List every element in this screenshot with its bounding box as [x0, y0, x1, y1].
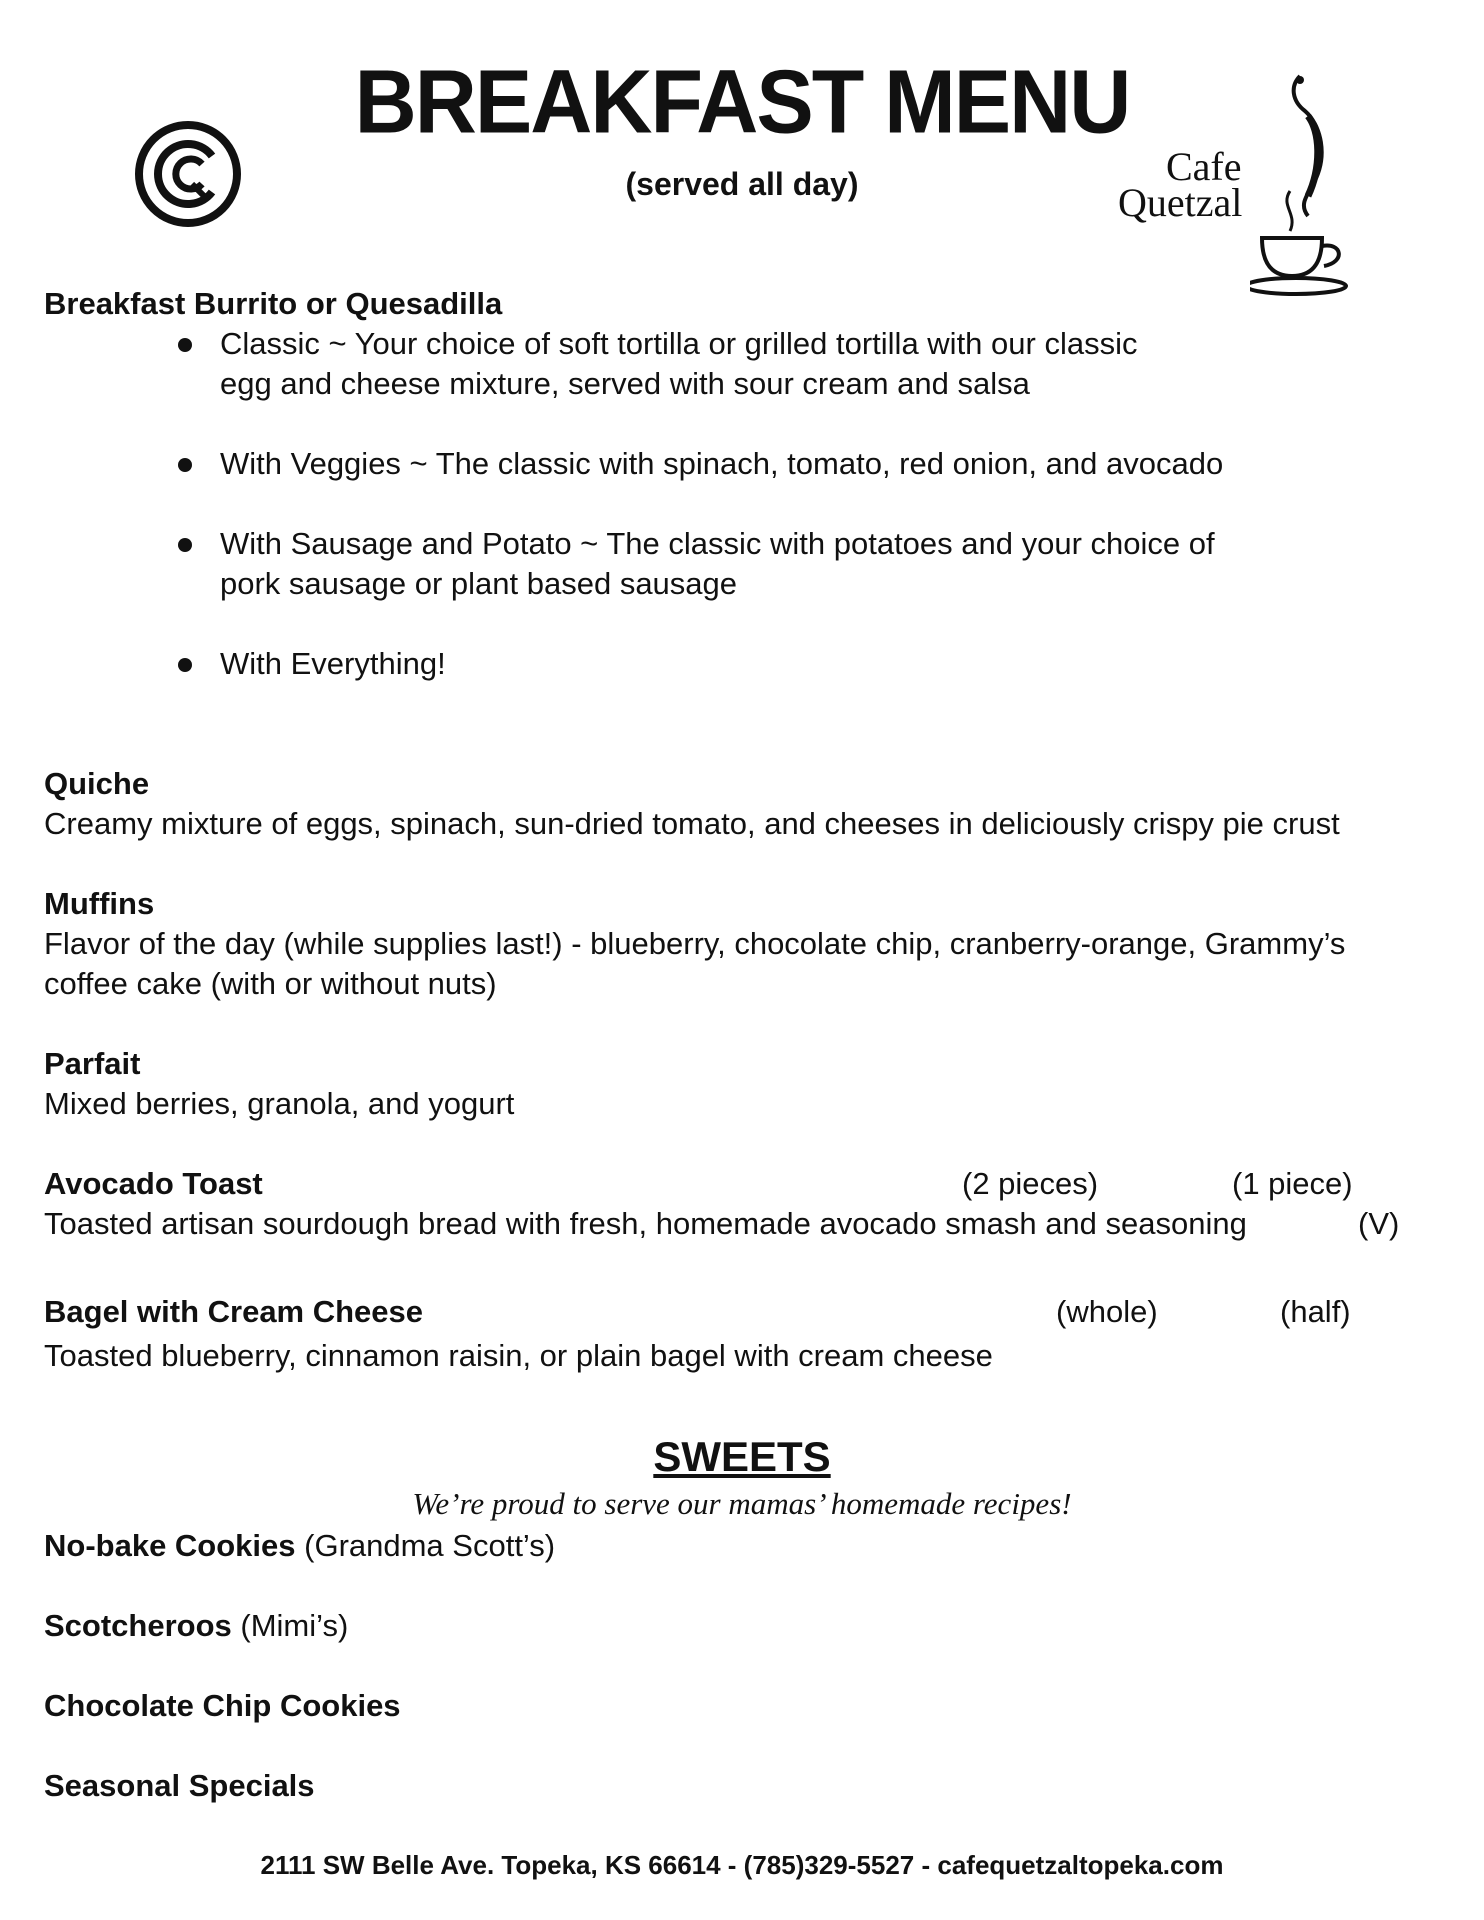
page-subtitle: (served all day) — [625, 166, 859, 202]
bagel-description: Toasted blueberry, cinnamon raisin, or plain bagel with cream cheese — [44, 1338, 993, 1373]
sweets-item-note: (Mimi’s) — [231, 1608, 349, 1643]
list-item — [178, 524, 1278, 604]
vegan-tag: (V) — [1358, 1206, 1400, 1241]
sweets-heading: SWEETS — [653, 1433, 831, 1480]
page-title: BREAKFAST MENU — [354, 51, 1130, 153]
bagel-size-whole: (whole) — [1056, 1294, 1158, 1329]
parfait-heading: Parfait — [44, 1046, 141, 1081]
sweets-item — [44, 1686, 1444, 1726]
burrito-option-line1: With Everything! — [220, 646, 446, 681]
quiche-description: Creamy mixture of eggs, spinach, sun-dried tomato, and cheeses in deliciously crispy pie crust — [44, 806, 1340, 841]
quiche-heading: Quiche — [44, 766, 150, 801]
bullet-icon — [178, 458, 192, 472]
muffins-description-line1: Flavor of the day (while supplies last!) - blueberry, chocolate chip, cranberry-orange, Grammy’s — [44, 926, 1346, 961]
sweets-item — [44, 1526, 1444, 1566]
burrito-option-line1: With Veggies ~ The classic with spinach, tomato, red onion, and avocado — [220, 446, 1224, 481]
bullet-icon — [178, 338, 192, 352]
sweets-item — [44, 1606, 1444, 1646]
burrito-option-line2: egg and cheese mixture, served with sour cream and salsa — [220, 366, 1030, 401]
sweets-subtitle: We’re proud to serve our mamas’ homemade recipes! — [412, 1486, 1072, 1521]
list-item — [178, 324, 1278, 404]
burrito-heading: Breakfast Burrito or Quesadilla — [44, 286, 503, 321]
footer-contact: 2111 SW Belle Ave. Topeka, KS 66614 - (785)329-5527 - cafequetzaltopeka.com — [260, 1850, 1224, 1880]
sweets-item-note: (Grandma Scott’s) — [295, 1528, 556, 1563]
cafe-name-line2: Quetzal — [1118, 180, 1243, 225]
coffee-cup-quetzal-icon — [1250, 66, 1370, 306]
bullet-icon — [178, 658, 192, 672]
avocado-toast-size-2-pieces: (2 pieces) — [962, 1166, 1099, 1201]
bagel-heading: Bagel with Cream Cheese — [44, 1294, 424, 1329]
burrito-option-line1: With Sausage and Potato ~ The classic with potatoes and your choice of — [220, 526, 1215, 561]
burrito-option-line1: Classic ~ Your choice of soft tortilla or grilled tortilla with our classic — [220, 326, 1138, 361]
sweets-item-name: No-bake Cookies — [44, 1528, 296, 1563]
cafe-quetzal-logo — [1110, 66, 1370, 306]
list-item — [178, 644, 1278, 684]
sweets-item-name: Scotcheroos — [44, 1608, 232, 1643]
muffins-heading: Muffins — [44, 886, 155, 921]
cafe-name-line1: Cafe — [1166, 144, 1242, 189]
parfait-description: Mixed berries, granola, and yogurt — [44, 1086, 515, 1121]
sweets-item — [44, 1766, 1444, 1806]
avocado-toast-heading: Avocado Toast — [44, 1166, 263, 1201]
sweets-item-name: Chocolate Chip Cookies — [44, 1688, 401, 1723]
burrito-options-list — [178, 324, 1278, 724]
list-item — [178, 444, 1278, 484]
avocado-toast-description: Toasted artisan sourdough bread with fresh, homemade avocado smash and seasoning — [44, 1206, 1247, 1241]
sweets-item-name: Seasonal Specials — [44, 1768, 315, 1803]
bullet-icon — [178, 538, 192, 552]
bagel-size-half: (half) — [1280, 1294, 1351, 1329]
muffins-description-line2: coffee cake (with or without nuts) — [44, 966, 497, 1001]
burrito-option-line2: pork sausage or plant based sausage — [220, 566, 738, 601]
avocado-toast-size-1-piece: (1 piece) — [1232, 1166, 1353, 1201]
